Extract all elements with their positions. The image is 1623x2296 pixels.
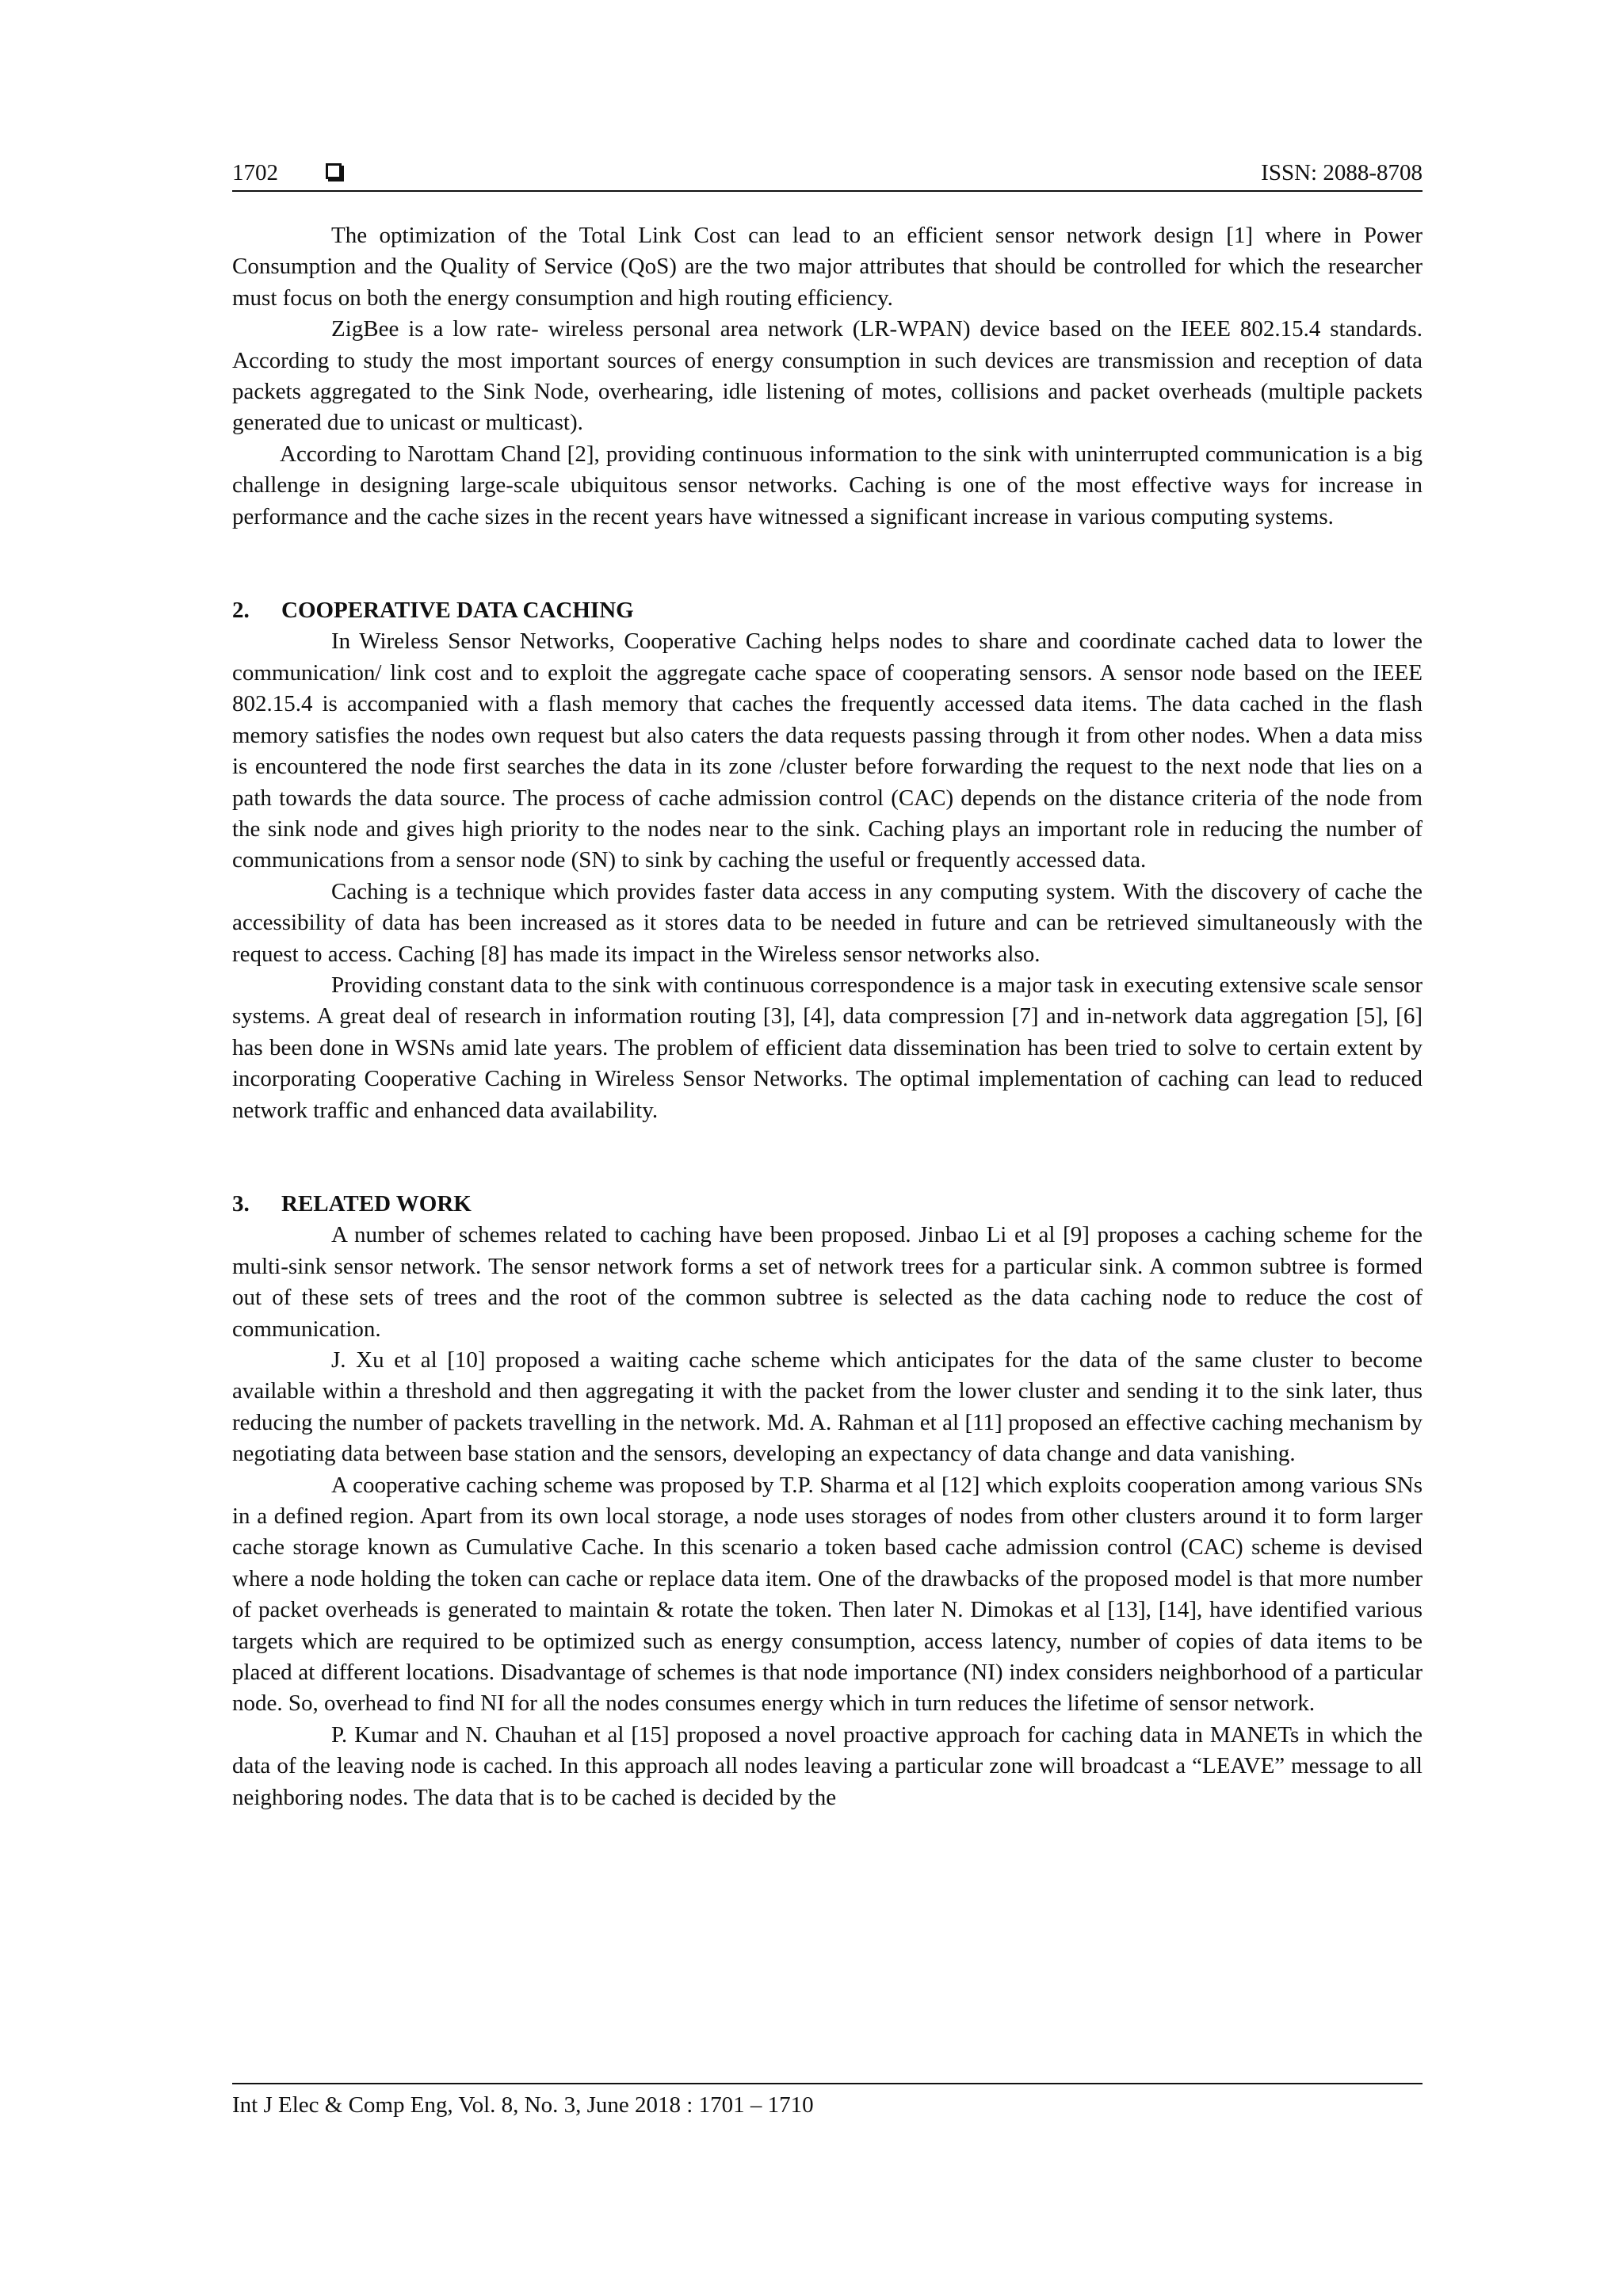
header-rule [232,190,1423,192]
section3-paragraph-1: A number of schemes related to caching have been proposed. Jinbao Li et al [9] proposes a caching scheme for the multi-sink sensor network. The sensor network forms a set of network trees for a particular sink. A common subtree is formed out of these sets of trees and the root of the common subtree is selected as the data caching node to reduce the cost of communication. [232,1222,1423,1342]
footer-rule [232,2083,1423,2084]
issn-label: ISSN: 2088-8708 [1261,160,1423,185]
section3-paragraph-4: P. Kumar and N. Chauhan et al [15] proposed a novel proactive approach for caching data in MANETs in which the data of the leaving node is cached. In this approach all nodes leaving a particular zone will broadcast a “LEAVE” message to all neighboring nodes. The data that is to be cached is decided by the [232,1721,1423,1810]
section-heading-2 [232,595,1423,626]
page-number: 1702 [232,160,278,185]
section-number: 2. [232,598,250,624]
section-title: RELATED WORK [281,1190,472,1217]
section2-paragraph-2: Caching is a technique which provides faster data access in any computing system. With the discovery of cache the accessibility of data has been increased as it stores data to be needed in future and can be retrieved simultaneously with the request to access. Caching [8] has made its impact in the Wireless sensor networks also. [232,878,1423,967]
section2-paragraph-3: Providing constant data to the sink with continuous correspondence is a major task in executing extensive scale sensor systems. A great deal of research in information routing [3], [4], data compression [7] and in-network data aggregation [5], [6] has been done in WSNs amid late years. The problem of efficient data dissemination has been tried to solve to certain extent by incorporating Cooperative Caching in Wireless Sensor Networks. The optimal implementation of caching can lead to reduced network traffic and enhanced data availability. [232,972,1423,1123]
section3-paragraph-3: A cooperative caching scheme was proposed by T.P. Sharma et al [12] which exploits cooperation among various SNs in a defined region. Apart from its own local storage, a node uses storages of nodes from other clusters around it to form larger cache storage known as Cumulative Cache. In this scenario a token based cache admission control (CAC) scheme is devised where a node holding the token can cache or replace data item. One of the drawbacks of the proposed model is that more number of packet overheads is generated to maintain & rotate the token. Then later N. Dimokas et al [13], [14], have identified various targets which are required to be optimized such as energy consumption, access latency, number of copies of data items to be placed at different locations. Disadvantage of schemes is that node importance (NI) index considers neighborhood of a particular node. So, overhead to find NI for all the nodes consumes energy which in turn reduces the lifetime of sensor network. [232,1472,1423,1717]
section-heading-3 [232,1189,1423,1220]
section-number: 3. [232,1190,250,1217]
body-text [232,220,1423,1813]
paper-page [232,151,1423,2227]
square-box-icon [326,163,342,179]
intro-paragraph-3: According to Narottam Chand [2], providing continuous information to the sink with uninterrupted communication is a big challenge in designing large-scale ubiquitous sensor networks. Caching is one of the most effective ways for increase in performance and the cache sizes in the recent years have witnessed a significant increase in various computing systems. [232,441,1423,529]
page-header [232,157,1423,189]
section3-paragraph-2: J. Xu et al [10] proposed a waiting cache scheme which anticipates for the data of the same cluster to become available within a threshold and then aggregating it with the packet from the lower cluster and sending it to the sink later, thus reducing the number of packets travelling in the network. Md. A. Rahman et al [11] proposed an effective caching mechanism by negotiating data between base station and the sensors, developing an expectancy of data change and data vanishing. [232,1347,1423,1467]
section2-paragraph-1: In Wireless Sensor Networks, Cooperative Caching helps nodes to share and coordinate cached data to lower the communication/ link cost and to exploit the aggregate cache space of cooperating sensors. A sensor node based on the IEEE 802.15.4 is accompanied with a flash memory that caches the frequently accessed data items. The data cached in the flash memory satisfies the nodes own request but also caters the data requests passing through it from other nodes. When a data miss is encountered the node first searches the data in its zone /cluster before forwarding the request to the next node that lies on a path towards the data source. The process of cache admission control (CAC) depends on the distance criteria of the node from the sink node and gives high priority to the nodes near to the sink. Caching plays an important role in reducing the number of communications from a sensor node (SN) to sink by caching the useful or frequently accessed data. [232,628,1423,873]
intro-paragraph-1: The optimization of the Total Link Cost can lead to an efficient sensor network design [1] where in Power Consumption and the Quality of Service (QoS) are the two major attributes that should be controlled for which the researcher must focus on both the energy consumption and high routing efficiency. [232,223,1423,311]
section-title: COOPERATIVE DATA CACHING [281,598,634,624]
intro-paragraph-2: ZigBee is a low rate- wireless personal area network (LR-WPAN) device based on the IEEE 802.15.4 standards. According to study the most important sources of energy consumption in such devices are transmission and reception of data packets aggregated to the Sink Node, overhearing, idle listening of motes, collisions and packet overheads (multiple packets generated due to unicast or multicast). [232,316,1423,436]
page-footer: Int J Elec & Comp Eng, Vol. 8, No. 3, June 2018 : 1701 – 1710 [232,2092,814,2118]
